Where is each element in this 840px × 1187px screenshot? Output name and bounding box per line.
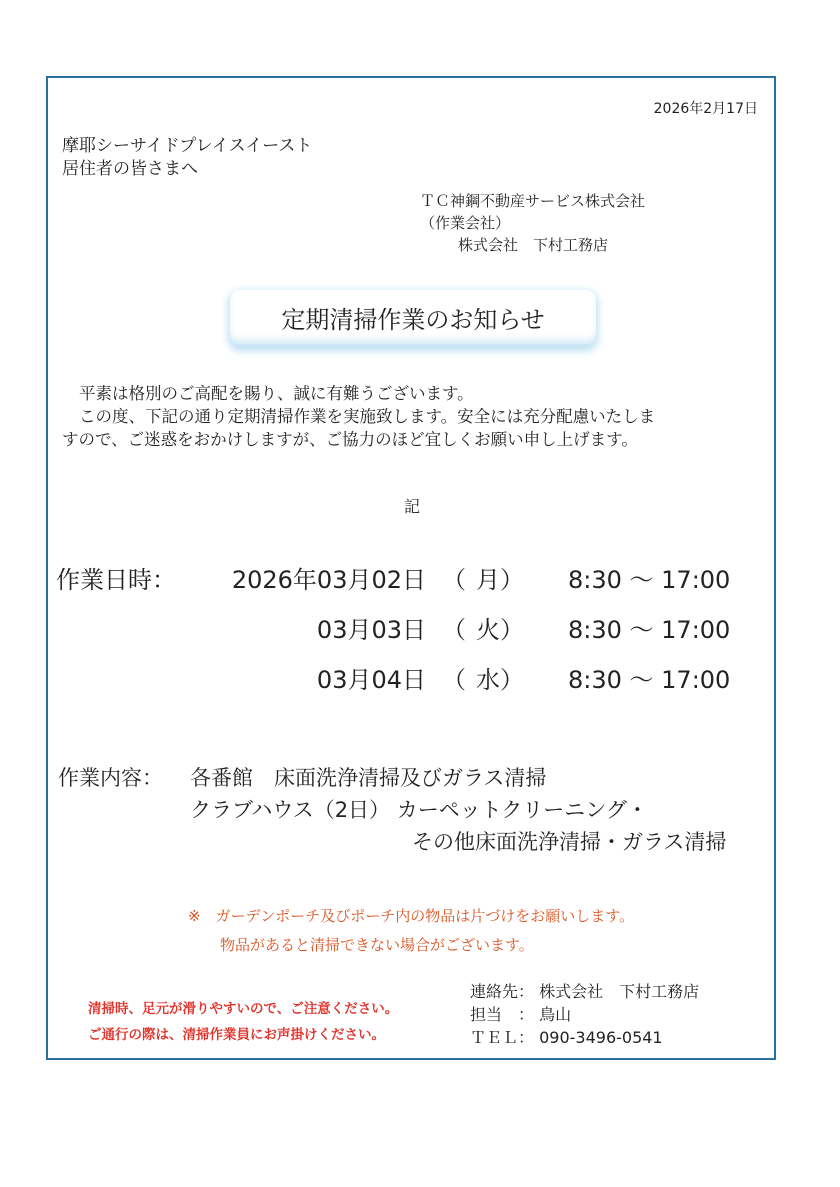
document-date: 2026年2月17日 xyxy=(653,101,758,117)
contact-block xyxy=(470,980,699,1049)
work-line-1: 各番館 床面洗浄清掃及びガラス清掃 xyxy=(190,766,547,790)
recipient-residents: 居住者の皆さまへ xyxy=(62,159,198,179)
schedule-dow: 月 xyxy=(476,566,500,594)
schedule-date: 03月03日 xyxy=(316,616,426,644)
sender-contractor: 株式会社 下村工務店 xyxy=(458,236,609,254)
recipient-building: 摩耶シーサイドプレイスイースト xyxy=(62,136,313,156)
schedule-dow: 水 xyxy=(476,666,500,694)
intro-line-1: 平素は格別のご高配を賜り、誠に有難うございます。 xyxy=(79,384,474,403)
schedule-date: 03月04日 xyxy=(316,666,426,694)
note-line-2: 物品があると清掃できない場合がございます。 xyxy=(220,936,534,954)
schedule-time: 8:30 ～ 17:00 xyxy=(568,616,731,644)
note-line-1: ※ ガーデンポーチ及びポーチ内の物品は片づけをお願いします。 xyxy=(188,907,635,925)
intro-line-2: この度、下記の通り定期清掃作業を実施致します。安全には充分配慮いたしま xyxy=(79,407,656,426)
sender-company: ＴＣ神鋼不動産サービス株式会社 xyxy=(420,192,646,210)
ki-heading: 記 xyxy=(404,497,421,516)
work-line-3: その他床面洗浄清掃・ガラス清掃 xyxy=(412,830,727,854)
recipient-block xyxy=(62,135,312,181)
schedule-time: 8:30 ～ 17:00 xyxy=(568,666,731,694)
page-title: 定期清掃作業のお知らせ xyxy=(281,306,545,334)
schedule-date: 2026年03月02日 xyxy=(231,566,426,594)
sender-block xyxy=(420,190,645,256)
schedule-paren-open: （ xyxy=(442,566,466,594)
schedule-label: 作業日時： xyxy=(56,566,176,594)
schedule-paren-close: ） xyxy=(500,566,524,594)
contact-company: 連絡先： 株式会社 下村工務店 xyxy=(470,982,700,1001)
title-box xyxy=(230,290,596,346)
intro-line-3: すので、ご迷惑をおかけしますが、ご協力のほど宜しくお願い申し上げます。 xyxy=(62,430,638,449)
schedule-paren-close: ） xyxy=(500,666,524,694)
contact-phone: ＴＥＬ： 090-3496-0541 xyxy=(470,1028,663,1047)
work-line-2: クラブハウス（2日） カーペットクリーニング・ xyxy=(190,798,648,822)
schedule-paren-close: ） xyxy=(500,616,524,644)
caution-note xyxy=(88,996,398,1048)
schedule-paren-open: （ xyxy=(442,616,466,644)
work-label: 作業内容： xyxy=(58,766,163,790)
schedule-paren-open: （ xyxy=(442,666,466,694)
caution-line-1: 清掃時、足元が滑りやすいので、ご注意ください。 xyxy=(88,1001,399,1017)
schedule-dow: 火 xyxy=(476,616,500,644)
intro-paragraph xyxy=(62,382,655,451)
caution-line-2: ご通行の際は、清掃作業員にお声掛けください。 xyxy=(88,1027,385,1043)
contact-person: 担当 ： 鳥山 xyxy=(470,1005,572,1024)
sender-role: （作業会社） xyxy=(420,214,511,232)
garden-porch-note xyxy=(188,902,634,960)
schedule-time: 8:30 ～ 17:00 xyxy=(568,566,731,594)
